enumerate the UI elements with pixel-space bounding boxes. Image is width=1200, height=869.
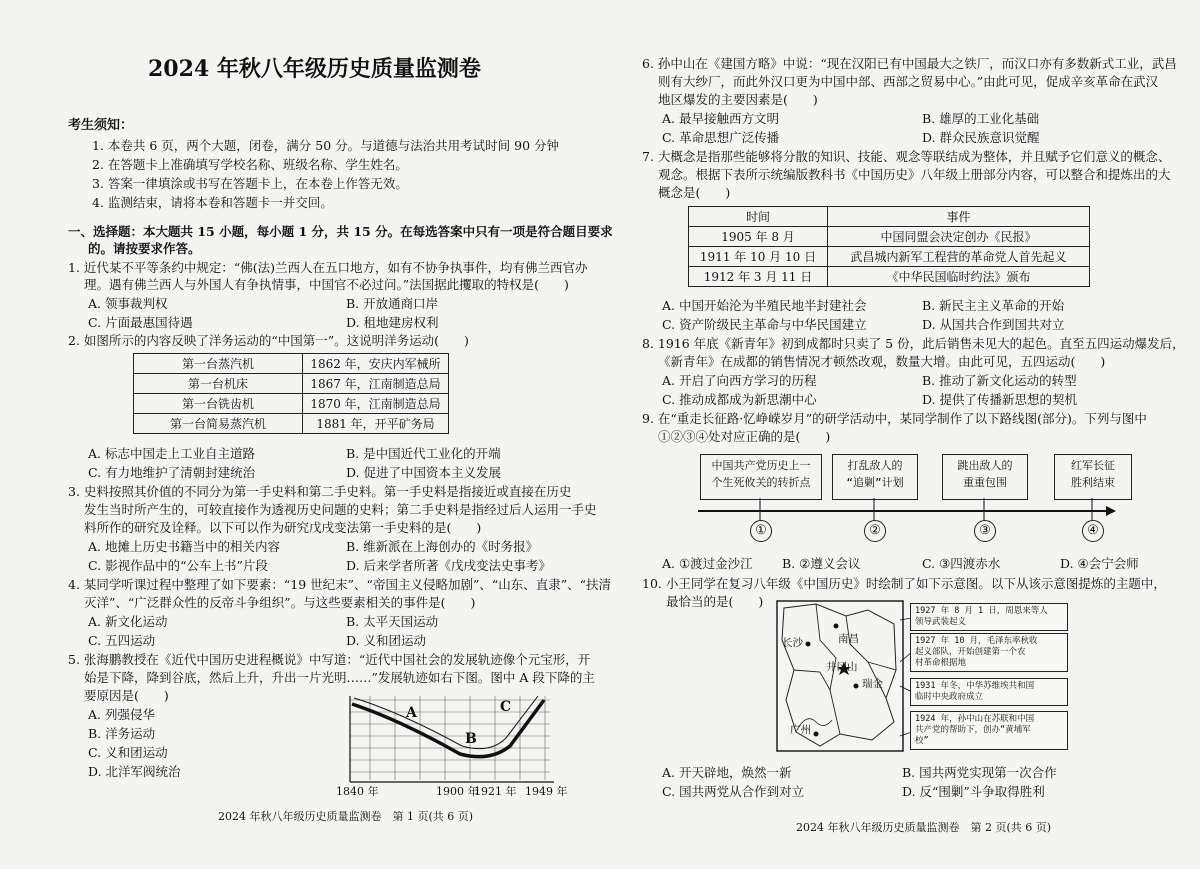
table-row xyxy=(134,414,449,434)
q3-option-c[interactable]: C. 影视作品中的“公车上书”片段 xyxy=(88,558,268,573)
map-note-huangpu: 1924 年，孙中山在苏联和中国 共产党的帮助下，创办“黄埔军 校” xyxy=(910,711,1068,750)
table-row xyxy=(134,394,449,414)
q8-option-a[interactable]: A. 开启了向西方学习的历程 xyxy=(662,373,817,388)
q9-option-d[interactable]: D. ④会宁会师 xyxy=(1060,556,1139,571)
table-cell: 第一台铣齿机 xyxy=(134,394,303,414)
q6-option-c[interactable]: C. 革命思想广泛传播 xyxy=(662,130,780,145)
q4-stem-1: 4. 某同学听课过程中整理了如下要素：“19 世纪末”、“帝国主义侵略加剧”、“山东、直隶”、“扶清 xyxy=(68,577,612,592)
q6-option-b[interactable]: B. 雄厚的工业化基础 xyxy=(922,111,1040,126)
page-footer-1: 2024 年秋八年级历史质量监测卷 第 1 页(共 6 页) xyxy=(218,810,474,823)
notice-3: 3. 答案一律填涂或书写在答题卡上，在本卷上作答无效。 xyxy=(92,176,408,191)
table-cell: 第一台蒸汽机 xyxy=(134,354,303,374)
trajectory-chart xyxy=(340,690,560,786)
q7-stem-1: 7. 大概念是指那些能够将分散的知识、技能、观念等联结成为整体，并且赋予它们意义的概念、 xyxy=(642,149,1171,164)
q2-stem: 2. 如图所示的内容反映了洋务运动的“中国第一”。这说明洋务运动( ) xyxy=(68,333,469,348)
table-cell: 1912 年 3 月 11 日 xyxy=(689,267,828,287)
q3-option-d[interactable]: D. 后来学者所著《戊戌变法史事考》 xyxy=(346,558,552,573)
notice-4: 4. 监测结束，请将本卷和答题卡一并交回。 xyxy=(92,195,333,210)
map-label-jinggangshan: 井冈山 xyxy=(826,661,858,673)
notice-1: 1. 本卷共 6 页，两个大题，闭卷，满分 50 分。与道德与法治共用考试时间 90 分钟 xyxy=(92,138,560,153)
page-footer-2: 2024 年秋八年级历史质量监测卷 第 2 页(共 6 页) xyxy=(796,821,1052,834)
page-2 xyxy=(600,0,1200,869)
table-row xyxy=(134,374,449,394)
q8-option-b[interactable]: B. 推动了新文化运动的转型 xyxy=(922,373,1077,388)
q7-stem-2: 观念。根据下表所示统编版教科书《中国历史》八年级上册部分内容，可以整合和提炼出的大 xyxy=(658,167,1171,182)
q10-option-b[interactable]: B. 国共两党实现第一次合作 xyxy=(902,765,1057,780)
chart-label-b: B xyxy=(465,731,477,747)
q4-option-a[interactable]: A. 新文化运动 xyxy=(88,614,168,629)
route-box-3: 跳出敌人的 重重包围 xyxy=(942,454,1028,500)
chart-tick-1840: 1840 年 xyxy=(336,785,379,798)
table-cell: 1911 年 10 月 10 日 xyxy=(689,247,828,267)
q3-stem-1: 3. 史料按照其价值的不同分为第一手史料和第二手史料。第一手史料是指接近或直接在历史 xyxy=(68,484,572,499)
exam-title: 2024 年秋八年级历史质量监测卷 xyxy=(148,56,481,82)
q2-table xyxy=(133,353,449,434)
q5-stem-2: 始是下降，降到谷底，然后上升，升出一片光明……”发展轨迹如右下图。图中 A 段下降的主 xyxy=(84,670,595,685)
q1-option-b[interactable]: B. 开放通商口岸 xyxy=(346,296,439,311)
q5-option-a[interactable]: A. 列强侵华 xyxy=(88,707,155,722)
q5-option-b[interactable]: B. 洋务运动 xyxy=(88,726,156,741)
q6-stem-3: 地区爆发的主要因素是( ) xyxy=(658,92,818,107)
q5-option-d[interactable]: D. 北洋军阀统治 xyxy=(88,764,181,779)
route-marker-4: ④ xyxy=(1082,520,1104,542)
section-heading-2: 的。请按要求作答。 xyxy=(88,241,201,256)
q4-option-c[interactable]: C. 五四运动 xyxy=(88,633,156,648)
route-marker-3: ③ xyxy=(974,520,996,542)
q3-option-a[interactable]: A. 地摊上历史书籍当中的相关内容 xyxy=(88,539,280,554)
q3-stem-2: 发生当时所产生的，可较直接作为透视历史问题的史料；第二手史料是指经过后人运用一手史 xyxy=(84,502,597,517)
q6-option-a[interactable]: A. 最早接触西方文明 xyxy=(662,111,779,126)
table-header: 时间 xyxy=(689,207,828,227)
q10-stem-2: 最恰当的是( ) xyxy=(666,594,764,609)
q4-option-d[interactable]: D. 义和团运动 xyxy=(346,633,427,648)
map-label-changsha: 长沙 xyxy=(782,637,803,649)
chart-tick-1921: 1921 年 xyxy=(474,785,517,798)
q2-option-a[interactable]: A. 标志中国走上工业自主道路 xyxy=(88,446,255,461)
map-note-ruijin: 1931 年冬，中华苏维埃共和国 临时中央政府成立 xyxy=(910,678,1068,706)
q6-stem-1: 6. 孙中山在《建国方略》中说：“现在汉阳已有中国最大之铁厂，而汉口亦有多数新式工业，武昌 xyxy=(642,56,1177,71)
q10-option-a[interactable]: A. 开天辟地，焕然一新 xyxy=(662,765,792,780)
table-cell: 1881 年，开平矿务局 xyxy=(303,414,449,434)
chart-label-c: C xyxy=(500,699,512,715)
q7-stem-3: 概念是( ) xyxy=(658,185,731,200)
table-cell: 第一台机床 xyxy=(134,374,303,394)
q2-option-b[interactable]: B. 是中国近代工业化的开端 xyxy=(346,446,501,461)
q10-option-d[interactable]: D. 反“围剿”斗争取得胜利 xyxy=(902,784,1045,799)
q1-stem-1: 1. 近代某不平等条约中规定：“佛(法)兰西人在五口地方，如有不协争执事件，均有佛兰西官办 xyxy=(68,260,588,275)
route-marker-1: ① xyxy=(750,520,772,542)
chart-tick-1949: 1949 年 xyxy=(525,785,568,798)
table-cell: 武昌城内新军工程营的革命党人首先起义 xyxy=(828,247,1090,267)
route-box-4: 红军长征 胜利结束 xyxy=(1054,454,1132,500)
route-box-1: 中国共产党历史上一 个生死攸关的转折点 xyxy=(700,454,822,500)
q8-option-d[interactable]: D. 提供了传播新思想的契机 xyxy=(922,392,1078,407)
table-cell: 《中华民国临时约法》颁布 xyxy=(828,267,1090,287)
q6-stem-2: 则有大纱厂，而此外汉口更为中国中部、西部之贸易中心。”由此可见，促成辛亥革命在武汉 xyxy=(658,74,1159,89)
q7-option-d[interactable]: D. 从国共合作到国共对立 xyxy=(922,317,1065,332)
q8-stem-1: 8. 1916 年底《新青年》初到成都时只卖了 5 份，此后销售未见大的起色。直至五四运动爆发后， xyxy=(642,336,1185,351)
q5-stem-1: 5. 张海鹏教授在《近代中国历史进程概说》中写道：“近代中国社会的发展轨迹像个元宝形，开 xyxy=(68,652,591,667)
map-label-ruijin: 瑞金 xyxy=(862,678,883,690)
table-row xyxy=(689,227,1090,247)
map-note-nanchang: 1927 年 8 月 1 日，周恩来等人 领导武装起义 xyxy=(910,603,1068,631)
q5-option-c[interactable]: C. 义和团运动 xyxy=(88,745,168,760)
q10-option-c[interactable]: C. 国共两党从合作到对立 xyxy=(662,784,805,799)
section-heading: 一、选择题：本大题共 15 小题，每小题 1 分，共 15 分。在每选答案中只有一项是符合题目要求 xyxy=(68,224,613,239)
route-marker-2: ② xyxy=(864,520,886,542)
q7-option-c[interactable]: C. 资产阶级民主革命与中华民国建立 xyxy=(662,317,867,332)
q2-option-c[interactable]: C. 有力地维护了清朝封建统治 xyxy=(88,465,256,480)
q10-stem-1: 10. 小王同学在复习八年级《中国历史》时绘制了如下示意图。以下从该示意图提炼的主题中， xyxy=(642,576,1166,591)
q3-option-b[interactable]: B. 维新派在上海创办的《时务报》 xyxy=(346,539,539,554)
notice-title: 考生须知： xyxy=(68,118,134,133)
table-cell: 1905 年 8 月 xyxy=(689,227,828,247)
table-header: 事件 xyxy=(828,207,1090,227)
q9-stem-2: ①②③④处对应正确的是( ) xyxy=(658,429,831,444)
map-note-jinggangshan: 1927 年 10 月，毛泽东率秋收 起义部队，开始创建第一个农 村革命根据地 xyxy=(910,633,1068,672)
chart-tick-1900: 1900 年 xyxy=(436,785,479,798)
map-label-guangzhou: 广州 xyxy=(790,724,811,736)
q1-option-c[interactable]: C. 片面最惠国待遇 xyxy=(88,315,193,330)
q9-option-b[interactable]: B. ②遵义会议 xyxy=(782,556,861,571)
q4-option-b[interactable]: B. 太平天国运动 xyxy=(346,614,439,629)
q9-stem-1: 9. 在“重走长征路·忆峥嵘岁月”的研学活动中，某同学制作了以下路线图(部分)。下列与图中 xyxy=(642,411,1147,426)
q7-option-b[interactable]: B. 新民主主义革命的开始 xyxy=(922,298,1065,313)
q6-option-d[interactable]: D. 群众民族意识觉醒 xyxy=(922,130,1040,145)
chart-grid xyxy=(350,696,550,780)
table-cell: 1870 年，江南制造总局 xyxy=(303,394,449,414)
q3-stem-3: 料所作的研究及诠释。以下可以作为研究戊戌变法第一手史料的是( ) xyxy=(84,520,482,535)
q8-stem-2: 《新青年》在成都的销售情况才顿然改观，数量大增。由此可见，五四运动( ) xyxy=(658,354,1106,369)
chart-label-a: A xyxy=(406,705,417,721)
q7-option-a[interactable]: A. 中国开始沦为半殖民地半封建社会 xyxy=(662,298,867,313)
table-row xyxy=(689,267,1090,287)
notice-2: 2. 在答题卡上准确填写学校名称、班级名称、学生姓名。 xyxy=(92,157,408,172)
table-header-row xyxy=(689,207,1090,227)
q8-option-c[interactable]: C. 推动成都成为新思潮中心 xyxy=(662,392,817,407)
q2-option-d[interactable]: D. 促进了中国资本主义发展 xyxy=(346,465,502,480)
table-cell: 1862 年，安庆内军械所 xyxy=(303,354,449,374)
q4-stem-2: 灭洋”、“广泛群众性的反帝斗争组织”。与这些要素相关的事件是( ) xyxy=(84,595,476,610)
route-box-2: 打乱敌人的 “追剿”计划 xyxy=(832,454,918,500)
table-row xyxy=(689,247,1090,267)
q1-stem-2: 理。遇有佛兰西人与外国人有争执情事，中国官不必过问。”法国据此攫取的特权是( ) xyxy=(84,277,569,292)
table-row xyxy=(134,354,449,374)
table-cell: 1867 年，江南制造总局 xyxy=(303,374,449,394)
table-cell: 第一台简易蒸汽机 xyxy=(134,414,303,434)
q1-option-d[interactable]: D. 租地建房权利 xyxy=(346,315,439,330)
q9-option-a[interactable]: A. ①渡过金沙江 xyxy=(662,556,753,571)
table-cell: 中国同盟会决定创办《民报》 xyxy=(828,227,1090,247)
map-label-nanchang: 南昌 xyxy=(838,633,859,645)
q7-table xyxy=(688,206,1090,287)
q9-option-c[interactable]: C. ③四渡赤水 xyxy=(922,556,1001,571)
q1-option-a[interactable]: A. 领事裁判权 xyxy=(88,296,168,311)
q5-stem-3: 要原因是( ) xyxy=(84,688,169,703)
